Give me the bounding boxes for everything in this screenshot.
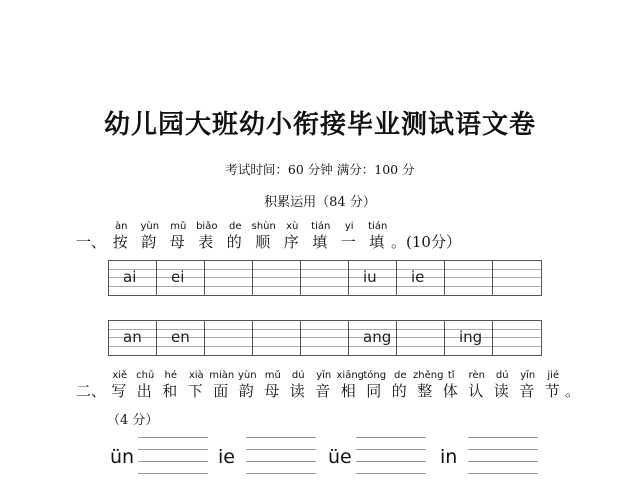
- grid-cell: [157, 261, 205, 295]
- grid-cell[interactable]: [301, 321, 349, 355]
- grid-cell[interactable]: [493, 261, 541, 295]
- grid-cell[interactable]: [397, 321, 445, 355]
- q2-write-lines[interactable]: [138, 437, 208, 471]
- q1-pinyin: tián: [368, 221, 388, 232]
- q2-write-lines[interactable]: [246, 437, 316, 471]
- q1-grid-row2: [108, 320, 542, 356]
- q2-char: 音: [315, 382, 331, 400]
- q2-pinyin: yīn: [316, 370, 332, 381]
- q2-pinyin: hé: [164, 370, 177, 381]
- q2-pinyin: mǔ: [264, 370, 281, 381]
- q2-char: 和: [162, 382, 178, 400]
- q1-line: [76, 231, 461, 252]
- grid-cell[interactable]: [205, 321, 253, 355]
- grid-cell[interactable]: [253, 261, 301, 295]
- q1-grid-row1: [108, 260, 542, 296]
- q2-pinyin: rèn: [468, 370, 485, 381]
- grid-cell-text: ai: [123, 268, 137, 286]
- exam-title: 幼儿园大班幼小衔接毕业测试语文卷: [103, 110, 536, 140]
- q1-pinyin: mǔ: [170, 221, 187, 232]
- grid-cell-text: ei: [171, 268, 185, 286]
- q2-char: 出: [136, 382, 152, 400]
- q2-char: 写: [111, 382, 127, 400]
- q1-pinyin: àn: [115, 221, 128, 232]
- q2-pinyin: tǐ: [447, 370, 455, 381]
- q2-pinyin: dú: [495, 370, 509, 381]
- q1-score: 。(10分）: [391, 233, 461, 251]
- q2-pinyin: zhěng: [413, 370, 444, 381]
- q2-char: 整: [417, 382, 433, 400]
- q2-period: 。: [565, 382, 581, 400]
- q1-char: 按: [112, 233, 128, 251]
- grid-cell[interactable]: [493, 321, 541, 355]
- q1-pinyin: de: [229, 221, 242, 232]
- q1-char: 填: [369, 233, 385, 251]
- q2-char: 认: [468, 382, 484, 400]
- q2-line: [76, 380, 580, 401]
- q2-pinyin: de: [394, 370, 407, 381]
- exam-info: 考试时间：60 分钟 满分：100 分: [225, 162, 415, 177]
- grid-cell: [109, 261, 157, 295]
- grid-cell[interactable]: [205, 261, 253, 295]
- q2-char: 下: [187, 382, 203, 400]
- q2-final-label: ie: [218, 446, 235, 468]
- q2-pinyin: miàn: [209, 370, 235, 381]
- q1-pinyin: biǎo: [196, 221, 218, 232]
- q2-char: 节: [544, 382, 560, 400]
- q2-final-label: ün: [110, 446, 135, 468]
- q1-pinyin: tián: [311, 221, 331, 232]
- grid-cell[interactable]: [301, 261, 349, 295]
- q1-number: 一、: [76, 233, 107, 251]
- grid-cell[interactable]: [445, 261, 493, 295]
- q2-write-lines[interactable]: [356, 437, 426, 471]
- q1-char: 序: [283, 233, 299, 251]
- q2-char: 母: [264, 382, 280, 400]
- grid-cell-text: an: [123, 328, 142, 346]
- q1-pinyin: yi: [344, 221, 354, 232]
- q2-final-label: in: [440, 446, 458, 468]
- q2-char: 韵: [238, 382, 254, 400]
- grid-cell: [349, 261, 397, 295]
- q2-char: 读: [289, 382, 305, 400]
- q2-write-lines[interactable]: [468, 437, 538, 471]
- q1-pinyin: yùn: [140, 221, 160, 232]
- grid-cell-text: en: [171, 328, 190, 346]
- q1-char: 的: [226, 233, 242, 251]
- q1-char: 表: [198, 233, 214, 251]
- q2-char: 音: [519, 382, 535, 400]
- q2-pinyin: xiě: [112, 370, 128, 381]
- section-heading: 积累运用（84 分）: [264, 195, 376, 210]
- q2-final-label: üe: [328, 446, 352, 468]
- q1-char: 一: [340, 233, 356, 251]
- grid-cell: [397, 261, 445, 295]
- q2-pinyin: xià: [188, 370, 204, 381]
- q2-char: 的: [391, 382, 407, 400]
- grid-cell: [349, 321, 397, 355]
- grid-cell[interactable]: [253, 321, 301, 355]
- q2-pinyin: yīn: [520, 370, 536, 381]
- q1-char: 韵: [141, 233, 157, 251]
- q2-pinyin: dú: [291, 370, 305, 381]
- q1-char: 填: [312, 233, 328, 251]
- q2-number: 二、: [76, 382, 107, 400]
- q2-char: 面: [213, 382, 229, 400]
- q2-char: 相: [340, 382, 356, 400]
- grid-cell-text: ang: [363, 328, 392, 346]
- grid-cell-text: iu: [363, 268, 377, 286]
- q1-char: 顺: [255, 233, 271, 251]
- grid-cell-text: ie: [411, 268, 425, 286]
- q2-pinyin: jié: [547, 370, 560, 381]
- q2-char: 读: [493, 382, 509, 400]
- q2-char: 体: [442, 382, 458, 400]
- q2-pinyin: chū: [136, 370, 155, 381]
- q1-char: 母: [169, 233, 185, 251]
- q2-char: 同: [366, 382, 382, 400]
- grid-cell: [445, 321, 493, 355]
- q2-pinyin: tóng: [363, 370, 387, 381]
- q1-pinyin: xù: [286, 221, 299, 232]
- grid-cell-text: ing: [459, 328, 483, 346]
- q1-pinyin: shùn: [251, 221, 276, 232]
- q2-pinyin: yùn: [237, 370, 257, 381]
- grid-cell: [109, 321, 157, 355]
- q2-pinyin: xiāng: [336, 370, 365, 381]
- grid-cell: [157, 321, 205, 355]
- q2-score: （4 分）: [107, 413, 159, 428]
